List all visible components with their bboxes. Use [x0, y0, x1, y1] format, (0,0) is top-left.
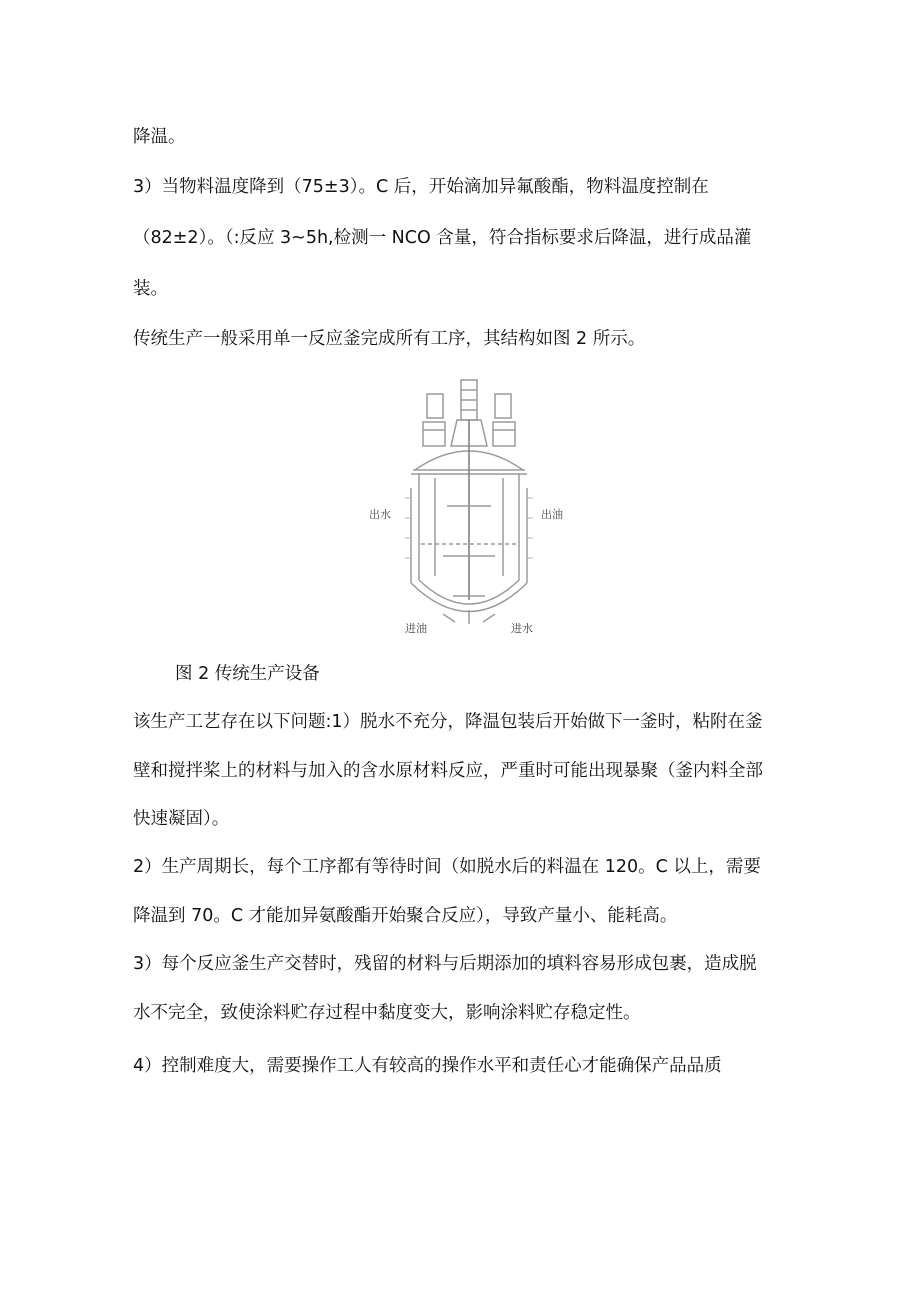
- text-line-8: 快速凝固）。: [133, 809, 230, 829]
- left-nozzle-top: [427, 394, 443, 418]
- reactor-figure: [365, 378, 575, 640]
- figure-caption: 图 2 传统生产设备: [175, 664, 320, 684]
- text-line-12: 水不完全，致使涂料贮存过程中黏度变大，影响涂料贮存稳定性。: [133, 1003, 641, 1023]
- text-line-11: 3）每个反应釜生产交替时，残留的材料与后期添加的填料容易形成包裹，造成脱: [133, 954, 757, 974]
- label-water-in: 进水: [511, 622, 533, 635]
- text-line-6: 该生产工艺存在以下问题:1）脱水不充分，降温包装后开始做下一釜时，粘附在釜: [133, 712, 763, 732]
- right-nozzle-top: [495, 394, 511, 418]
- text-line-10: 降温到 70。C 才能加异氨酸酯开始聚合反应），导致产量小、能耗高。: [133, 906, 678, 926]
- text-line-4: 装。: [133, 279, 168, 299]
- right-nozzle: [493, 422, 515, 446]
- text-line-2: 3）当物料温度降到（75±3）。C 后，开始滴加异氟酸酯，物料温度控制在: [133, 177, 709, 197]
- reactor-diagram: [365, 378, 575, 640]
- text-line-7: 壁和搅拌桨上的材料与加入的含水原材料反应，严重时可能出现暴聚（釜内料全部: [133, 761, 763, 781]
- label-oil-in: 进油: [405, 622, 427, 635]
- text-line-9: 2）生产周期长，每个工序都有等待时间（如脱水后的料温在 120。C 以上，需要: [133, 857, 761, 877]
- label-water-out: 出水: [369, 508, 391, 521]
- text-line-13: 4）控制难度大，需要操作工人有较高的操作水平和责任心才能确保产品品质: [133, 1056, 722, 1076]
- left-nozzle: [423, 422, 445, 446]
- text-line-1: 降温。: [133, 127, 186, 147]
- text-line-5: 传统生产一般采用单一反应釜完成所有工序，其结构如图 2 所示。: [133, 329, 646, 349]
- label-oil-out: 出油: [541, 508, 563, 521]
- text-line-3: （82±2）。（:反应 3~5h,检测一 NCO 含量，符合指标要求后降温，进行成品灌: [133, 228, 752, 248]
